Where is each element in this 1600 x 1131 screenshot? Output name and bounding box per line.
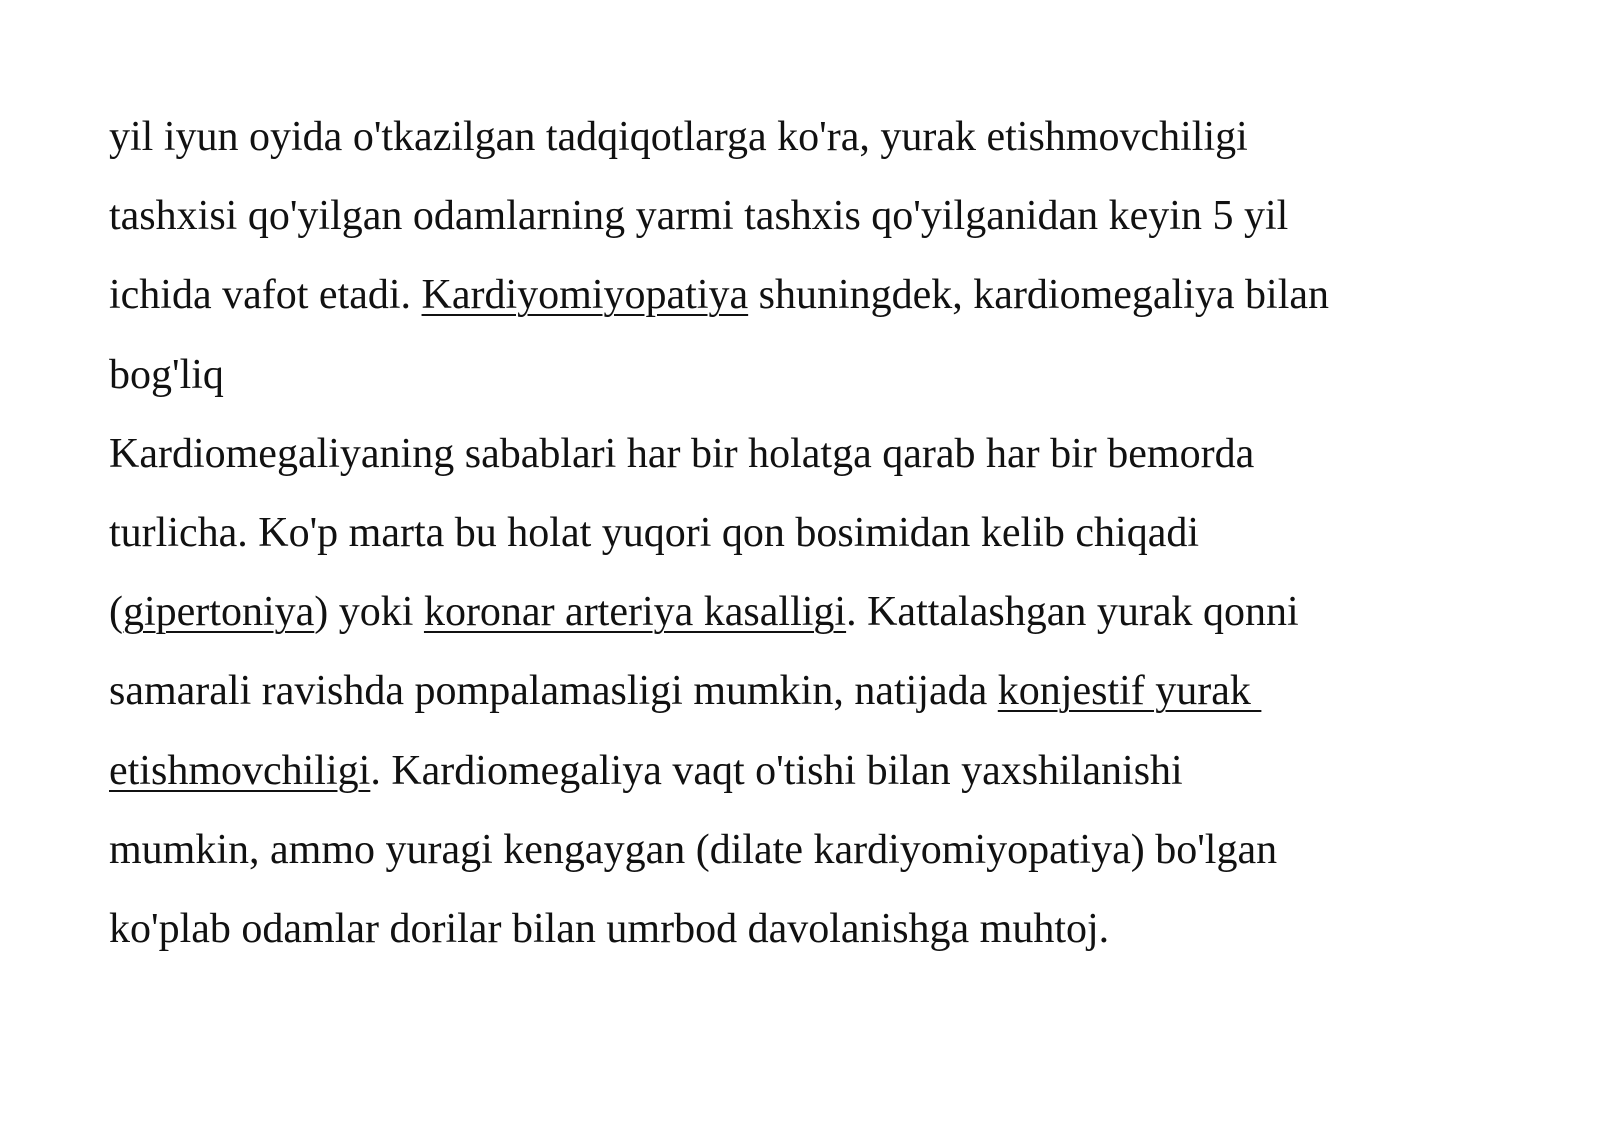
text-line: yil iyun oyida o'tkazilgan tadqiqotlarga ko'ra, yurak etishmovchiligi xyxy=(109,114,1248,160)
paragraph-causes xyxy=(109,415,1509,969)
link-kardiyomiyopatiya[interactable]: Kardiyomiyopatiya xyxy=(421,272,749,319)
text-line: tashxisi qo'yilgan odamlarning yarmi tashxis qo'yilganidan keyin 5 yil xyxy=(109,193,1289,240)
text-line: turlicha. Ko'p marta bu holat yuqori qon bosimidan kelib chiqadi xyxy=(109,510,1200,557)
text-line xyxy=(109,256,1509,335)
text-line xyxy=(109,573,1509,652)
link-koronar-arteriya-kasalligi[interactable]: koronar arteriya kasalligi xyxy=(423,589,847,636)
link-konjestif-yurak-etishmovchiligi[interactable]: konjestif yurak xyxy=(997,668,1262,715)
text-span: ( xyxy=(109,589,123,636)
text-line: bog'liq xyxy=(109,351,224,398)
text-line: ko'plab odamlar dorilar bilan umrbod davolanishga muhtoj. xyxy=(109,906,1110,953)
text-line xyxy=(109,732,1509,811)
text-span: shuningdek, kardiomegaliya bilan xyxy=(748,272,1330,319)
text-span: ) yoki xyxy=(314,589,424,636)
text-span: . Kardiomegaliya vaqt o'tishi bilan yaxshilanishi xyxy=(370,747,1183,794)
paragraph-heart-failure xyxy=(109,98,1509,415)
text-line xyxy=(109,652,1509,731)
text-span: ichida vafot etadi. xyxy=(109,272,422,319)
text-span: . Kattalashgan yurak qonni xyxy=(846,589,1299,636)
link-gipertoniya[interactable]: gipertoniya xyxy=(123,589,315,636)
document-body xyxy=(109,98,1509,969)
link-konjestif-yurak-etishmovchiligi-continued[interactable]: etishmovchiligi xyxy=(109,747,371,794)
text-line: Kardiomegaliyaning sabablari har bir holatga qarab har bir bemorda xyxy=(109,430,1255,477)
text-span: samarali ravishda pompalamasligi mumkin, natijada xyxy=(109,668,998,715)
text-line: mumkin, ammo yuragi kengaygan (dilate kardiyomiyopatiya) bo'lgan xyxy=(109,826,1278,873)
